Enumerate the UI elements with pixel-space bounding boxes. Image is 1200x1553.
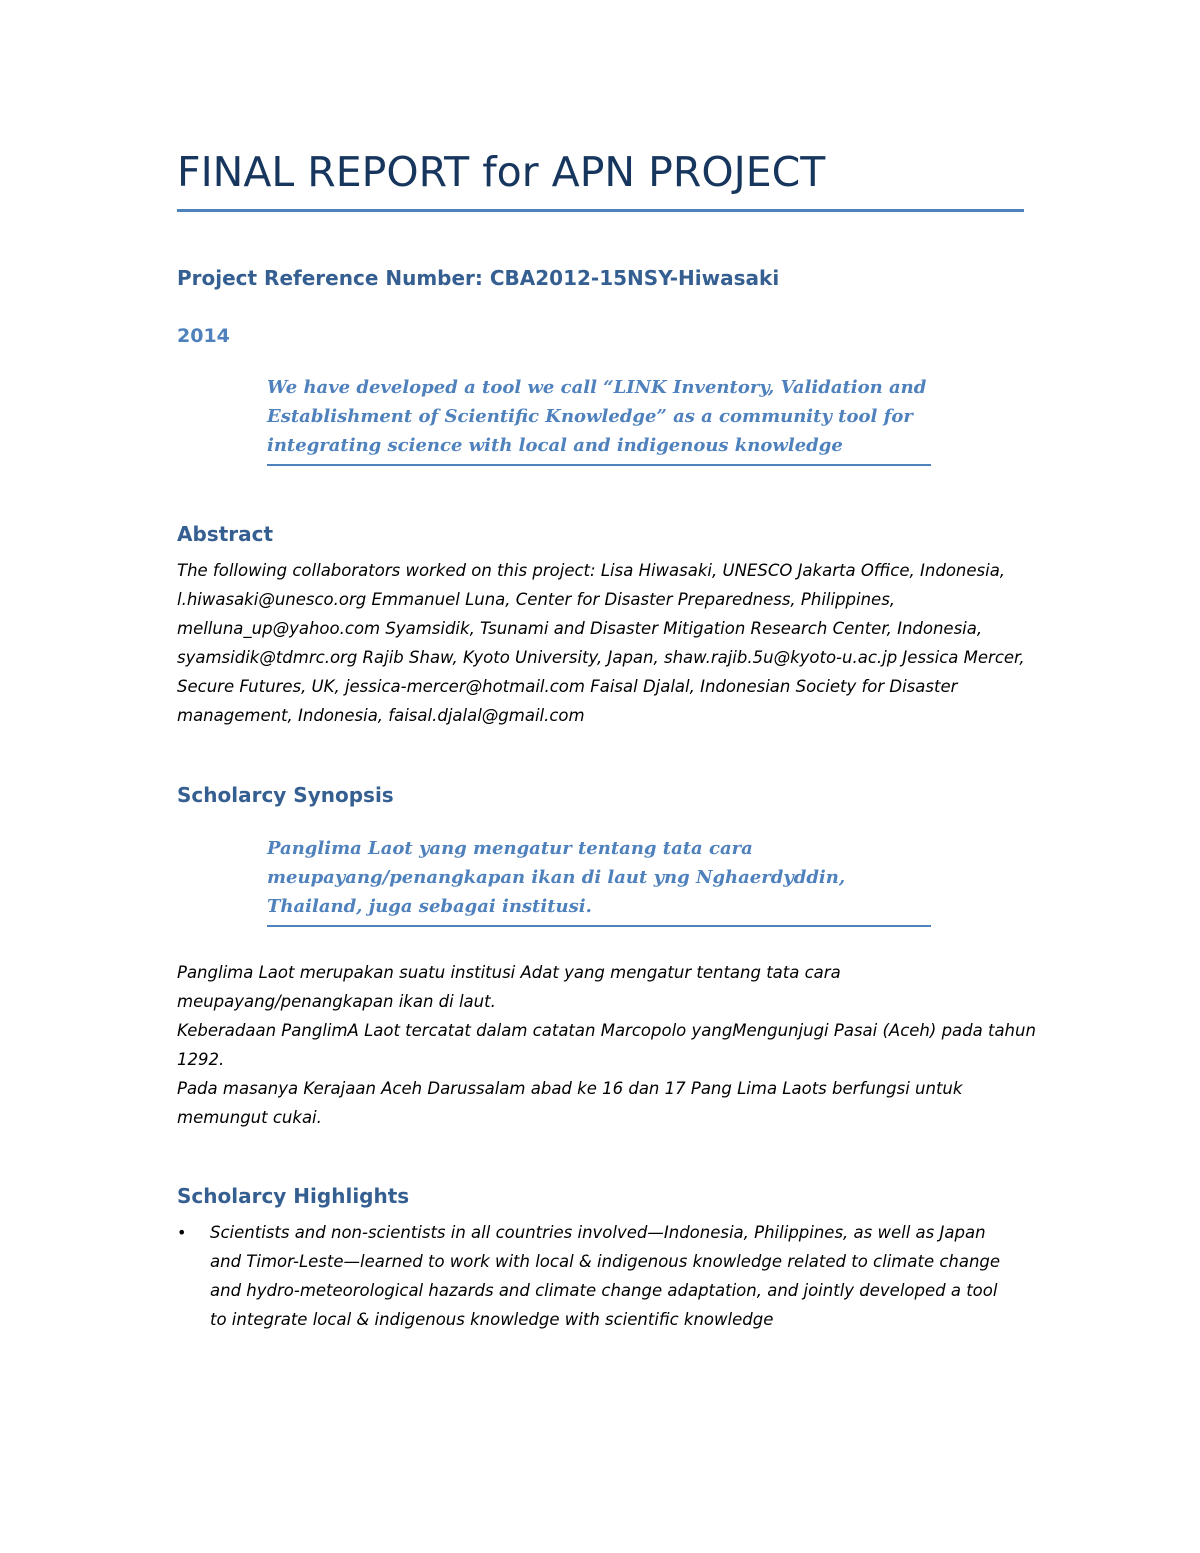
project-reference-number: Project Reference Number: CBA2012-15NSY-Hiwasaki <box>177 266 780 290</box>
synopsis-quote: Panglima Laot yang mengatur tentang tata cara meupayang/penangkapan ikan di laut yng Nghaerdyddin, Thailand, juga sebagai institusi. <box>267 834 931 927</box>
synopsis-paragraph: Keberadaan PanglimA Laot tercatat dalam catatan Marcopolo yangMengunjugi Pasai (Aceh) pada tahun 1292. <box>177 1021 1036 1069</box>
abstract-heading: Abstract <box>177 522 274 546</box>
highlights-heading: Scholarcy Highlights <box>177 1184 410 1208</box>
highlight-text: Scientists and non-scientists in all countries involved—Indonesia, Philippines, as well as Japan and Timor-Leste—learned to work with local & indigenous knowledge related to climate change and hydro-meteorological hazards and climate change adaptation, and jointly developed a tool to integrate local & indigenous knowledge with scientific knowledge <box>210 1223 1001 1329</box>
highlights-list <box>177 1218 1007 1334</box>
synopsis-text <box>177 958 1037 1132</box>
synopsis-paragraph: Pada masanya Kerajaan Aceh Darussalam abad ke 16 dan 17 Pang Lima Laots berfungsi untuk memungut cukai. <box>177 1079 963 1127</box>
synopsis-paragraph: Panglima Laot merupakan suatu institusi Adat yang mengatur tentang tata cara meupayang/penangkapan ikan di laut. <box>177 963 841 1011</box>
report-year: 2014 <box>177 325 230 347</box>
list-item <box>177 1218 1007 1334</box>
title-underline <box>177 209 1024 212</box>
bullet-icon: • <box>177 1223 187 1242</box>
synopsis-heading: Scholarcy Synopsis <box>177 783 394 807</box>
tagline-quote: We have developed a tool we call “LINK Inventory, Validation and Establishment of Scientific Knowledge” as a community tool for integrating science with local and indigenous knowledge <box>267 373 931 466</box>
document-title: FINAL REPORT for APN PROJECT <box>177 148 826 196</box>
abstract-text: The following collaborators worked on this project: Lisa Hiwasaki, UNESCO Jakarta Office, Indonesia, l.hiwasaki@unesco.org Emmanuel Luna, Center for Disaster Preparedness, Philippines, melluna_up@yahoo.com Syamsidik, Tsunami and Disaster Mitigation Research Center, Indonesia, syamsidik@tdmrc.org Rajib Shaw, Kyoto University, Japan, shaw.rajib.5u@kyoto-u.ac.jp Jessica Mercer, Secure Futures, UK, jessica-mercer@hotmail.com Faisal Djalal, Indonesian Society for Disaster management, Indonesia, faisal.djalal@gmail.com <box>177 561 1025 725</box>
